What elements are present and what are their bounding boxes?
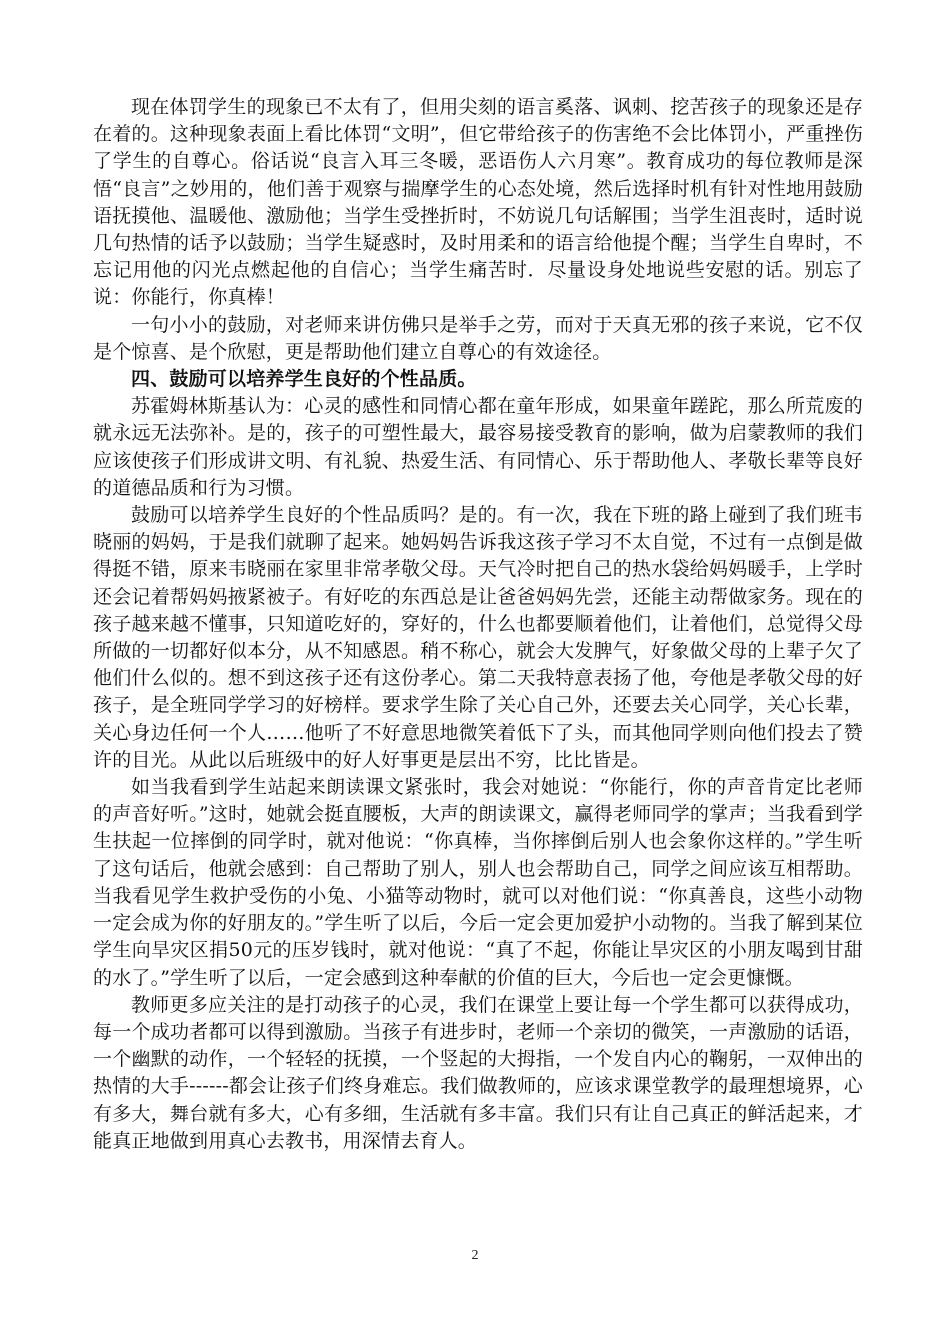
section-heading-4: 四、鼓励可以培养学生良好的个性品质。 bbox=[131, 368, 477, 391]
paragraph-small-encouragement: 一句小小的鼓励，对老师来讲仿佛只是举手之劳，而对于天真无邪的孩子来说，它不仅是个惊喜、是个欣慰，更是帮助他们建立自尊心的有效途径。 bbox=[93, 313, 863, 363]
page-number: 2 bbox=[471, 1248, 479, 1263]
paragraph-harsh-words: 现在体罚学生的现象已不太有了，但用尖刻的语言奚落、讽刺、挖苦孩子的现象还是存在着的。这种现象表面上看比体罚“文明”，但它带给孩子的伤害绝不会比体罚小，严重挫伤了学生的自尊心。俗话说“良言入耳三冬暖，恶语伤人六月寒”。教育成功的每位教师是深悟“良言”之妙用的，他们善于观察与揣摩学生的心态处境，然后选择时机有针对性地用鼓励语抚摸他、温暖他、激励他；当学生受挫折时，不妨说几句话解围；当学生沮丧时，适时说几句热情的话予以鼓励；当学生疑惑时，及时用柔和的语言给他提个醒；当学生自卑时，不忘记用他的闪光点燃起他的自信心；当学生痛苦时．尽量设身处地说些安慰的话。别忘了说：你能行，你真棒！ bbox=[93, 96, 863, 309]
paragraph-encouraging-examples: 如当我看到学生站起来朗读课文紧张时，我会对她说：“你能行，你的声音肯定比老师的声音好听。”这时，她就会挺直腰板，大声的朗读课文，赢得老师同学的掌声；当我看到学生扶起一位摔倒的同学时，就对他说：“你真棒，当你摔倒后别人也会象你这样的。”学生听了这句话后，他就会感到：自己帮助了别人，别人也会帮助自己，同学之间应该互相帮助。当我看见学生救护受伤的小兔、小猫等动物时，就可以对他们说：“你真善良，这些小动物一定会成为你的好朋友的。”学生听了以后，今后一定会更加爱护小动物的。当我了解到某位学生向旱灾区捐50元的压岁钱时，就对他说：“真了不起，你能让旱灾区的小朋友喝到甘甜的水了。”学生听了以后，一定会感到这种奉献的价值的巨大，今后也一定会更慷慨。 bbox=[93, 776, 863, 989]
document-body bbox=[93, 94, 863, 1155]
paragraph-teacher-conclusion: 教师更多应关注的是打动孩子的心灵，我们在课堂上要让每一个学生都可以获得成功，每一个成功者都可以得到激励。当孩子有进步时，老师一个亲切的微笑，一声激励的话语，一个幽默的动作，一个轻轻的抚摸，一个竖起的大拇指，一个发自内心的鞠躬，一双伸出的热情的大手------都会让孩子们终身难忘。我们做教师的，应该求课堂教学的最理想境界，心有多大，舞台就有多大，心有多细，生活就有多丰富。我们只有让自己真正的鲜活起来，才能真正地做到用真心去教书，用深情去育人。 bbox=[93, 993, 863, 1152]
paragraph-wei-xiaoli-story: 鼓励可以培养学生良好的个性品质吗？是的。有一次，我在下班的路上碰到了我们班韦晓丽的妈妈，于是我们就聊了起来。她妈妈告诉我这孩子学习不太自觉，不过有一点倒是做得挺不错，原来韦晓丽在家里非常孝敬父母。天气冷时把自己的热水袋给妈妈暖手，上学时还会记着帮妈妈掖紧被子。有好吃的东西总是让爸爸妈妈先尝，还能主动帮做家务。现在的孩子越来越不懂事，只知道吃好的，穿好的，什么也都要顺着他们，让着他们，总觉得父母所做的一切都好似本分，从不知感恩。稍不称心，就会大发脾气，好象做父母的上辈子欠了他们什么似的。想不到这孩子还有这份孝心。第二天我特意表扬了他，夸他是孝敬父母的好孩子，是全班同学学习的好榜样。要求学生除了关心自己外，还要去关心同学，关心长辈，关心身边任何一个人……他听了不好意思地微笑着低下了头，而其他同学则向他们投去了赞许的目光。从此以后班级中的好人好事更是层出不穷，比比皆是。 bbox=[93, 504, 863, 771]
paragraph-sukhomlinsky: 苏霍姆林斯基认为：心灵的感性和同情心都在童年形成，如果童年蹉跎，那么所荒废的就永远无法弥补。是的，孩子的可塑性最大，最容易接受教育的影响，做为启蒙教师的我们应该使孩子们形成讲文明、有礼貌、热爱生活、有同情心、乐于帮助他人、孝敬长辈等良好的道德品质和行为习惯。 bbox=[93, 395, 863, 499]
